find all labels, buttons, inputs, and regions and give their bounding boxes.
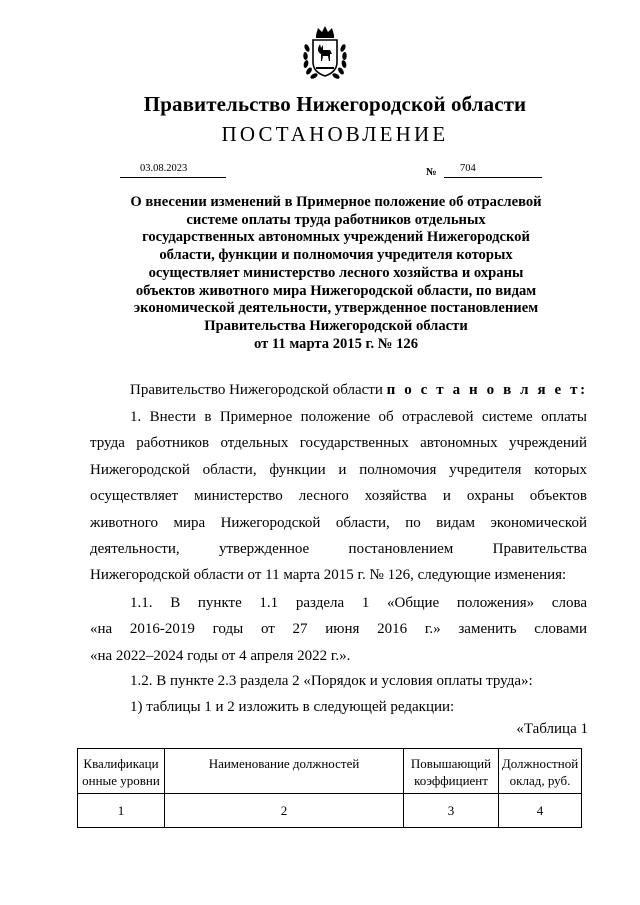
- table-header-row: [78, 749, 582, 794]
- paragraph-line: Нижегородской области, функции и полномочия учредителя которых: [90, 461, 587, 478]
- paragraph-line: животного мира Нижегородской области, по видам экономической: [90, 514, 587, 531]
- government-title: Правительство Нижегородской области: [143, 92, 527, 116]
- table-label: «Таблица 1: [516, 721, 588, 737]
- paragraph-item-1: [90, 404, 587, 589]
- paragraph-line: труда работников отдельных государственных автономных учреждений: [90, 435, 587, 452]
- preamble-emphasis: п о с т а н о в л я е т:: [386, 382, 588, 398]
- table-row: [78, 794, 582, 828]
- table-header-cell: Наименование должностей: [165, 749, 404, 794]
- paragraph-item-1-2: [90, 668, 587, 721]
- subject-line: объектов животного мира Нижегородской области, по видам: [135, 282, 537, 299]
- preamble: [130, 382, 588, 399]
- table-cell: 3: [404, 794, 499, 828]
- paragraph-line: осуществляет министерство лесного хозяйства и охраны объектов: [90, 488, 587, 505]
- coat-of-arms-icon: [302, 26, 348, 82]
- subject-line: от 11 марта 2015 г. № 126: [253, 335, 419, 352]
- paragraph-line: 1) таблицы 1 и 2 изложить в следующей редакции:: [130, 699, 455, 716]
- date-field: [120, 163, 226, 178]
- number-sign: №: [426, 167, 437, 178]
- subject-line: О внесении изменений в Примерное положение об отраслевой: [130, 194, 542, 210]
- paragraph-line: 1. Внести в Примерное положение об отраслевой системе оплаты: [130, 409, 587, 425]
- document-type: ПОСТАНОВЛЕНИЕ: [221, 122, 449, 146]
- document-subject: [100, 194, 572, 353]
- date-value: 03.08.2023: [140, 163, 188, 174]
- subject-line: государственных автономных учреждений Нижегородской: [142, 229, 530, 246]
- paragraph-line: деятельности, утвержденное постановлением Правительства: [90, 540, 587, 557]
- subject-line: Правительства Нижегородской области: [204, 317, 468, 334]
- positions-table: [77, 748, 582, 828]
- table-cell: 1: [78, 794, 165, 828]
- subject-line: экономической деятельности, утвержденное постановлением: [133, 300, 539, 317]
- paragraph-line: 1.1. В пункте 1.1 раздела 1 «Общие положения» слова: [130, 595, 587, 611]
- table-header-cell: Повышающий коэффициент: [404, 749, 499, 794]
- subject-line: области, функции и полномочия учредителя которых: [159, 247, 513, 264]
- table-cell: 4: [499, 794, 582, 828]
- subject-line: осуществляет министерство лесного хозяйства и охраны: [148, 264, 524, 281]
- number-field: [444, 163, 542, 178]
- paragraph-line: «на 2016-2019 годы от 27 июня 2016 г.» заменить словами: [90, 621, 587, 638]
- subject-line: системе оплаты труда работников отдельных: [186, 211, 486, 228]
- table-header-cell: Должностной оклад, руб.: [499, 749, 582, 794]
- number-value: 704: [460, 163, 476, 174]
- paragraph-line: «на 2022–2024 годы от 4 апреля 2022 г.».: [90, 647, 351, 664]
- preamble-text: Правительство Нижегородской области: [130, 382, 387, 398]
- paragraph-item-1-1: [90, 590, 587, 669]
- paragraph-line: 1.2. В пункте 2.3 раздела 2 «Порядок и условия оплаты труда»:: [130, 673, 533, 689]
- table-header-cell: Квалификаци онные уровни: [78, 749, 165, 794]
- paragraph-line: Нижегородской области от 11 марта 2015 г. № 126, следующие изменения:: [90, 567, 567, 584]
- table-cell: 2: [165, 794, 404, 828]
